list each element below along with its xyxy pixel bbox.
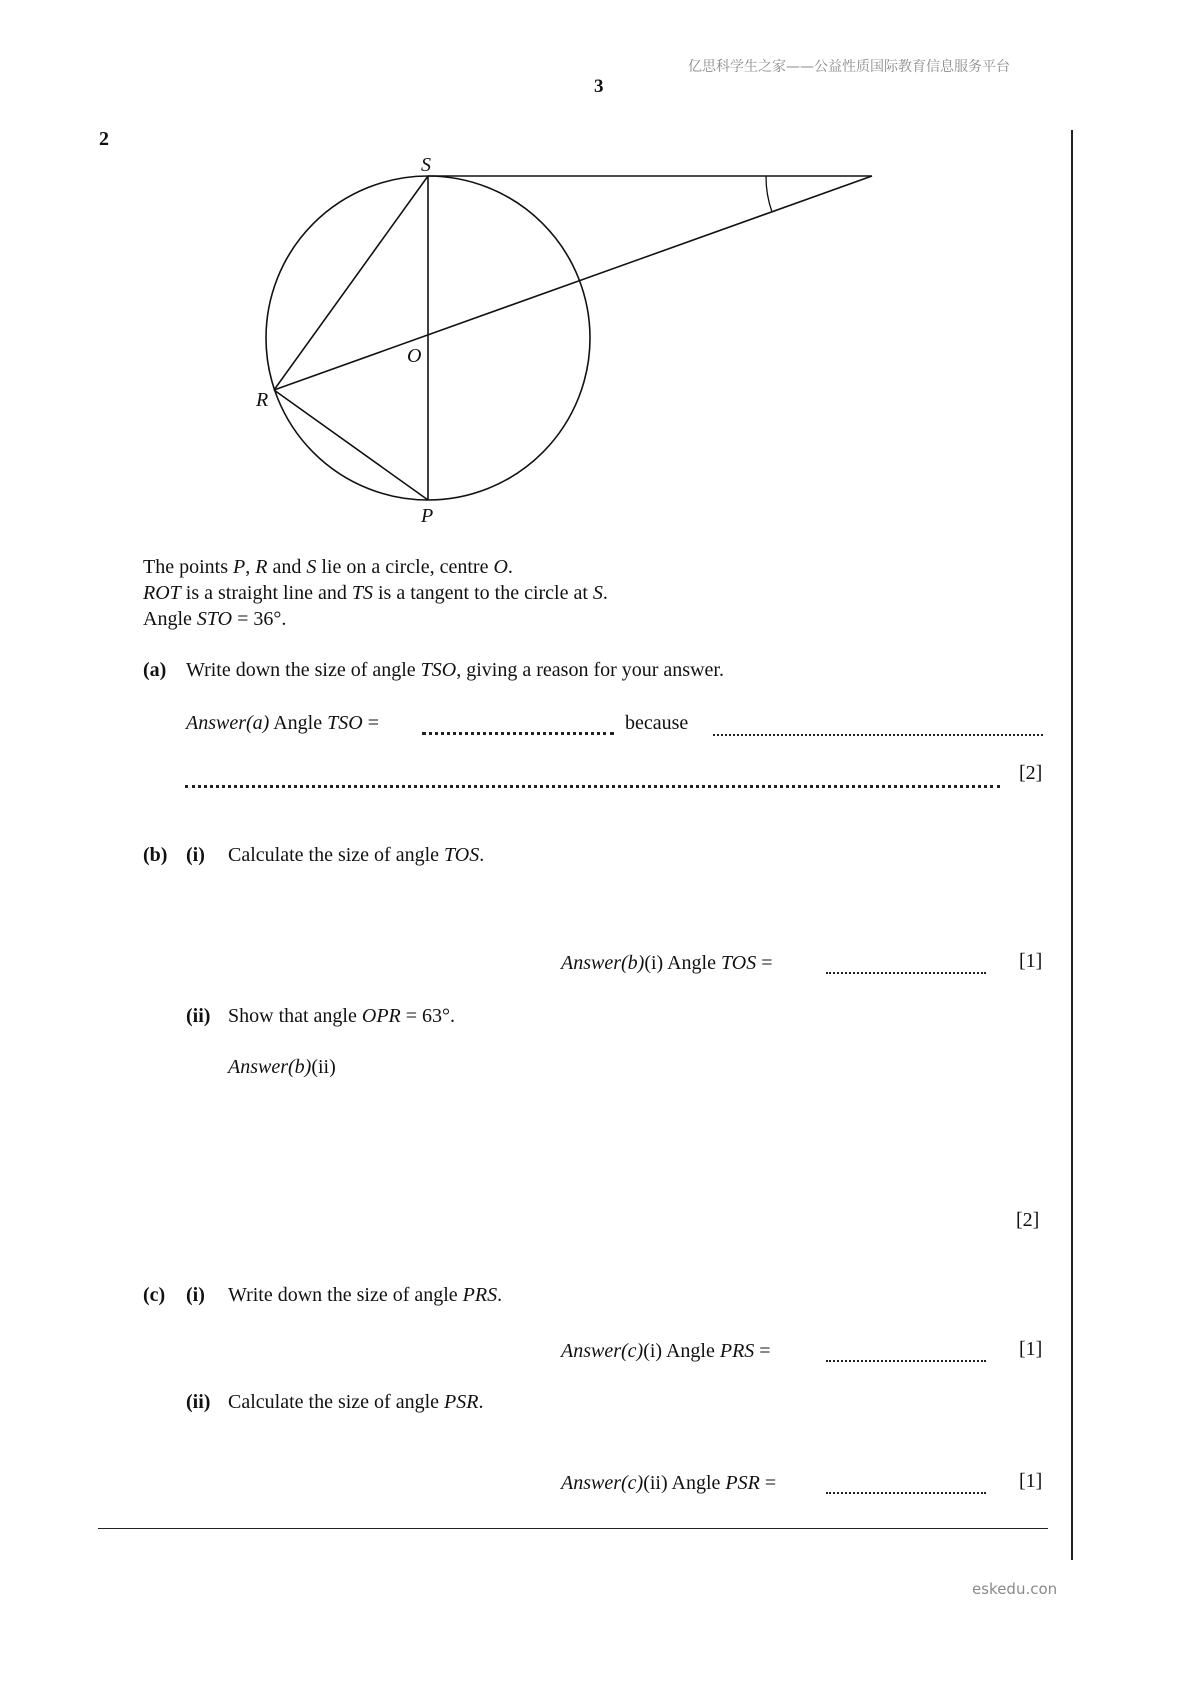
chord-rp bbox=[274, 390, 428, 500]
part-c-ii-label: (ii) bbox=[186, 1391, 211, 1413]
part-c-i-label: (i) bbox=[186, 1284, 205, 1306]
label-o: O bbox=[407, 345, 422, 367]
question-number: 2 bbox=[99, 128, 109, 150]
answer-b-i-label: Answer(b)(i) Angle TOS = bbox=[561, 952, 773, 974]
part-b-i-label: (i) bbox=[186, 844, 205, 866]
answer-a-reason-line-1[interactable] bbox=[713, 734, 1043, 736]
label-s: S bbox=[421, 154, 431, 176]
answer-c-i-label: Answer(c)(i) Angle PRS = bbox=[561, 1340, 771, 1362]
intro-line-1: The points P, R and S lie on a circle, centre O. bbox=[143, 556, 513, 578]
answer-a-reason-line-2[interactable] bbox=[185, 785, 1000, 788]
answer-c-i-line[interactable] bbox=[826, 1360, 986, 1362]
answer-c-ii-label: Answer(c)(ii) Angle PSR = bbox=[561, 1472, 777, 1494]
bottom-rule bbox=[98, 1528, 1048, 1529]
mark-c-i: [1] bbox=[1019, 1338, 1043, 1360]
label-r: R bbox=[256, 389, 269, 411]
mark-b-ii: [2] bbox=[1016, 1209, 1040, 1231]
circle-diagram bbox=[0, 0, 1190, 540]
answer-c-ii-line[interactable] bbox=[826, 1492, 986, 1494]
label-p: P bbox=[421, 505, 434, 527]
part-b-ii-prompt: Show that angle OPR = 63°. bbox=[228, 1005, 456, 1027]
angle-arc-t bbox=[766, 176, 772, 212]
answer-b-ii-workspace[interactable] bbox=[228, 1085, 1008, 1195]
part-c-label: (c) bbox=[143, 1284, 166, 1306]
part-c-ii-prompt: Calculate the size of angle PSR. bbox=[228, 1391, 484, 1413]
answer-a-angle-line[interactable] bbox=[422, 732, 614, 735]
page-number: 3 bbox=[594, 76, 604, 97]
mark-a: [2] bbox=[1019, 762, 1043, 784]
mark-b-i: [1] bbox=[1019, 950, 1043, 972]
part-a-prompt: Write down the size of angle TSO, giving a reason for your answer. bbox=[186, 659, 724, 681]
answer-b-ii-label: Answer(b)(ii) bbox=[228, 1056, 336, 1078]
intro-line-2: ROT is a straight line and TS is a tangent to the circle at S. bbox=[143, 582, 608, 604]
line-rot bbox=[274, 176, 872, 390]
answer-a-because: because bbox=[625, 712, 689, 734]
header-watermark: 亿思科学生之家——公益性质国际教育信息服务平台 bbox=[688, 59, 1010, 75]
answer-a-label: Answer(a) Angle TSO = bbox=[186, 712, 379, 734]
answer-b-i-line[interactable] bbox=[826, 972, 986, 974]
footer-site: eskedu.con bbox=[972, 1580, 1058, 1598]
intro-line-3: Angle STO = 36°. bbox=[143, 608, 287, 630]
part-c-i-prompt: Write down the size of angle PRS. bbox=[228, 1284, 503, 1306]
part-a-label: (a) bbox=[143, 659, 167, 681]
part-b-i-prompt: Calculate the size of angle TOS. bbox=[228, 844, 485, 866]
mark-c-ii: [1] bbox=[1019, 1470, 1043, 1492]
part-b-label: (b) bbox=[143, 844, 168, 866]
part-b-ii-label: (ii) bbox=[186, 1005, 211, 1027]
chord-rs bbox=[274, 176, 428, 390]
